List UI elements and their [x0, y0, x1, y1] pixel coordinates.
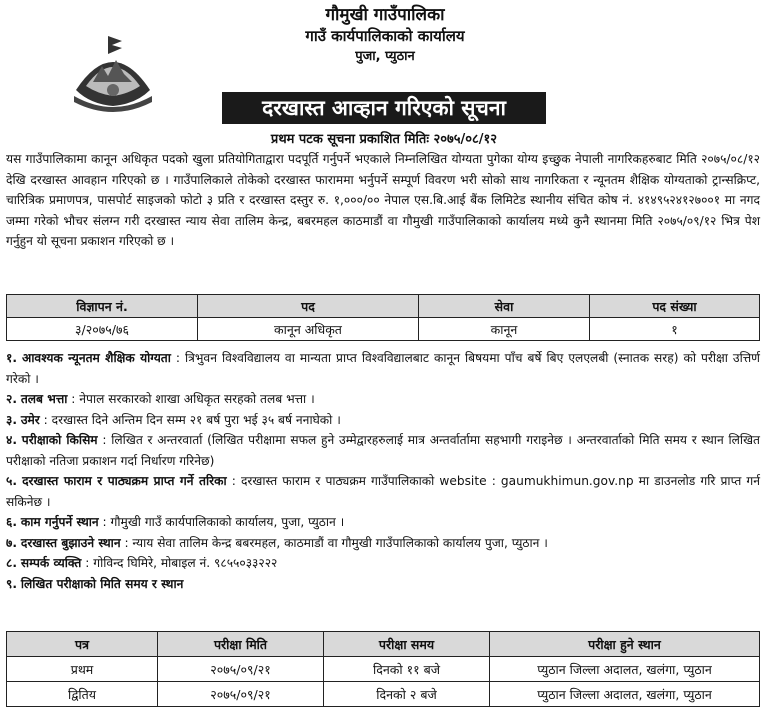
item-text: : दरखास्त दिने अन्तिम दिन सम्म २१ बर्ष पुरा भई ३५ बर्ष ननाघेको ।	[39, 412, 341, 427]
list-item	[6, 471, 760, 512]
header	[220, 4, 550, 66]
item-text: : गौमुखी गाउँ कार्यपालिकाको कार्यालय, पुजा, प्युठान ।	[98, 515, 345, 529]
table-cell: १	[590, 318, 760, 341]
item-number: ४.	[6, 433, 17, 447]
item-label: दरखास्त बुझाउने स्थान	[20, 535, 121, 550]
requirement-list	[6, 348, 760, 594]
table-cell: प्रथम	[7, 657, 158, 682]
post-table	[6, 294, 760, 341]
column-header: विज्ञापन नं.	[7, 295, 198, 318]
exam-schedule-table	[6, 631, 760, 707]
item-label: काम गर्नुपर्ने स्थान	[20, 515, 99, 529]
office-place: पुजा, प्युठान	[355, 49, 415, 64]
item-label: तलब भत्ता	[20, 392, 68, 406]
list-item	[6, 512, 760, 533]
list-item	[6, 348, 760, 389]
table-cell: दिनको ११ बजे	[324, 657, 490, 682]
table-row	[7, 682, 760, 707]
item-number: ९.	[6, 576, 17, 591]
item-number: ५.	[6, 474, 17, 488]
item-label: सम्पर्क व्यक्ति	[20, 556, 82, 570]
table-cell: २०७५/०९/२१	[158, 682, 324, 707]
item-number: २.	[6, 392, 17, 406]
item-number: ६.	[6, 515, 17, 529]
nepal-emblem-logo	[66, 30, 160, 112]
table-cell: प्युठान जिल्ला अदालत, खलंगा, प्युठान	[490, 657, 760, 682]
org-name: गौमुखी गाउँपालिका	[325, 5, 445, 25]
item-number: ८.	[6, 556, 17, 570]
table-cell: द्वितिय	[7, 682, 158, 707]
item-number: १.	[6, 351, 17, 365]
table-cell: कानून	[419, 318, 590, 341]
column-header: परीक्षा समय	[324, 632, 490, 657]
column-header: परीक्षा मिति	[158, 632, 324, 657]
item-number: ७.	[6, 535, 17, 550]
column-header: सेवा	[419, 295, 590, 318]
item-label: उमेर	[20, 412, 40, 427]
intro-paragraph: यस गाउँपालिकामा कानून अधिकृत पदको खुला प्रतियोगिताद्वारा पदपूर्ति गर्नुपर्ने भएकाले निम्नलिखित योग्यता पुगेका योग्य इच्छुक नेपाली नागरिकहरुबाट मिति २०७५/०८/१२ देखि दरखास्त आवहान गरिएको छ । गाउँपालिकाले तोकेको दरखास्त फाराममा भर्नुपर्ने सम्पूर्ण विवरण भरी सोको साथ नागरिकता र न्यूनतम शैक्षिक योग्यताको ट्रान्सक्रिप्ट, चारित्रिक प्रमाणपत्र, पासपोर्ट साइजको फोटो ३ प्रति र दरखास्त दस्तुर रु. १,०००/०० नेपाल एस.बि.आई बैंक लिमिटेड स्थानीय संचित कोष नं. ४१४९५२४१२७००१ मा नगद जम्मा गरेको भौचर संलग्न गरी दरखास्त न्याय सेवा तालिम केन्द्र, बबरमहल काठमाडौं वा गौमुखी गाउँपालिकाको कार्यालय मध्ये कुनै स्थानमा मिति २०७५/०९/१२ भित्र पेश गर्नुहुन यो सूचना प्रकाशन गरिएको छ ।	[6, 152, 760, 248]
item-label: आवश्यक न्यूनतम शैक्षिक योग्यता	[21, 351, 171, 365]
item-label: दरखास्त फाराम र पाठ्यक्रम प्राप्त गर्ने तरिका	[22, 474, 227, 488]
list-item	[6, 574, 760, 595]
item-text: : त्रिभुवन विश्वविद्यालय वा मान्यता प्राप्त विश्वविद्यालबाट कानून बिषयमा पाँच बर्षे बिए एलएलबी (स्नातक सरह) को परीक्षा उत्तिर्ण गरेको ।	[6, 351, 760, 386]
exam-table-header	[7, 632, 760, 657]
office-name: गाउँ कार्यपालिकाको कार्यालय	[305, 27, 465, 45]
list-item	[6, 533, 760, 554]
list-item	[6, 553, 760, 574]
notice-title-banner: दरखास्त आव्हान गरिएको सूचना	[222, 92, 546, 124]
column-header: परीक्षा हुने स्थान	[490, 632, 760, 657]
list-item	[6, 410, 760, 431]
publication-date: प्रथम पटक सूचना प्रकाशित मितिः २०७५/०८/१२	[270, 132, 498, 147]
item-number: ३.	[6, 412, 17, 427]
item-text: : नेपाल सरकारको शाखा अधिकृत सरहको तलब भत्ता ।	[67, 392, 315, 406]
item-text: : न्याय सेवा तालिम केन्द्र बबरमहल, काठमाडौं वा गौमुखी गाउँपालिकाको कार्यालय पुजा, प्युठान ।	[120, 535, 548, 550]
table-cell: दिनको २ बजे	[324, 682, 490, 707]
column-header: पद संख्या	[590, 295, 760, 318]
table-row	[7, 657, 760, 682]
table-row	[7, 318, 760, 341]
item-label: परीक्षाको किसिम	[21, 433, 98, 447]
post-table-header	[7, 295, 760, 318]
table-cell: प्युठान जिल्ला अदालत, खलंगा, प्युठान	[490, 682, 760, 707]
table-cell: कानून अधिकृत	[198, 318, 419, 341]
column-header: पद	[198, 295, 419, 318]
list-item	[6, 430, 760, 471]
item-text: : लिखित र अन्तरवार्ता (लिखित परीक्षामा सफल हुने उम्मेद्वारहरुलाई मात्र अन्तर्वार्तामा सहभागी गराइनेछ । अन्तरवार्ताको मिति समय र स्थान लिखित परीक्षाको नतिजा प्रकाशन गर्दा निर्धारण गरिनेछ)	[6, 433, 760, 468]
table-cell: २०७५/०९/२१	[158, 657, 324, 682]
item-text: : दरखास्त फाराम र पाठ्यक्रम गाउँपालिकाको website : gaumukhimun.gov.np मा डाउनलोड गरि प्राप्त गर्न सकिनेछ ।	[6, 474, 760, 509]
item-text: : गोविन्द घिमिरे, मोबाइल नं. ९८५५०३३२२२	[81, 556, 278, 570]
column-header: पत्र	[7, 632, 158, 657]
list-item	[6, 389, 760, 410]
table-cell: ३/२०७५/७६	[7, 318, 198, 341]
item-label: लिखित परीक्षाको मिति समय र स्थान	[20, 576, 184, 591]
